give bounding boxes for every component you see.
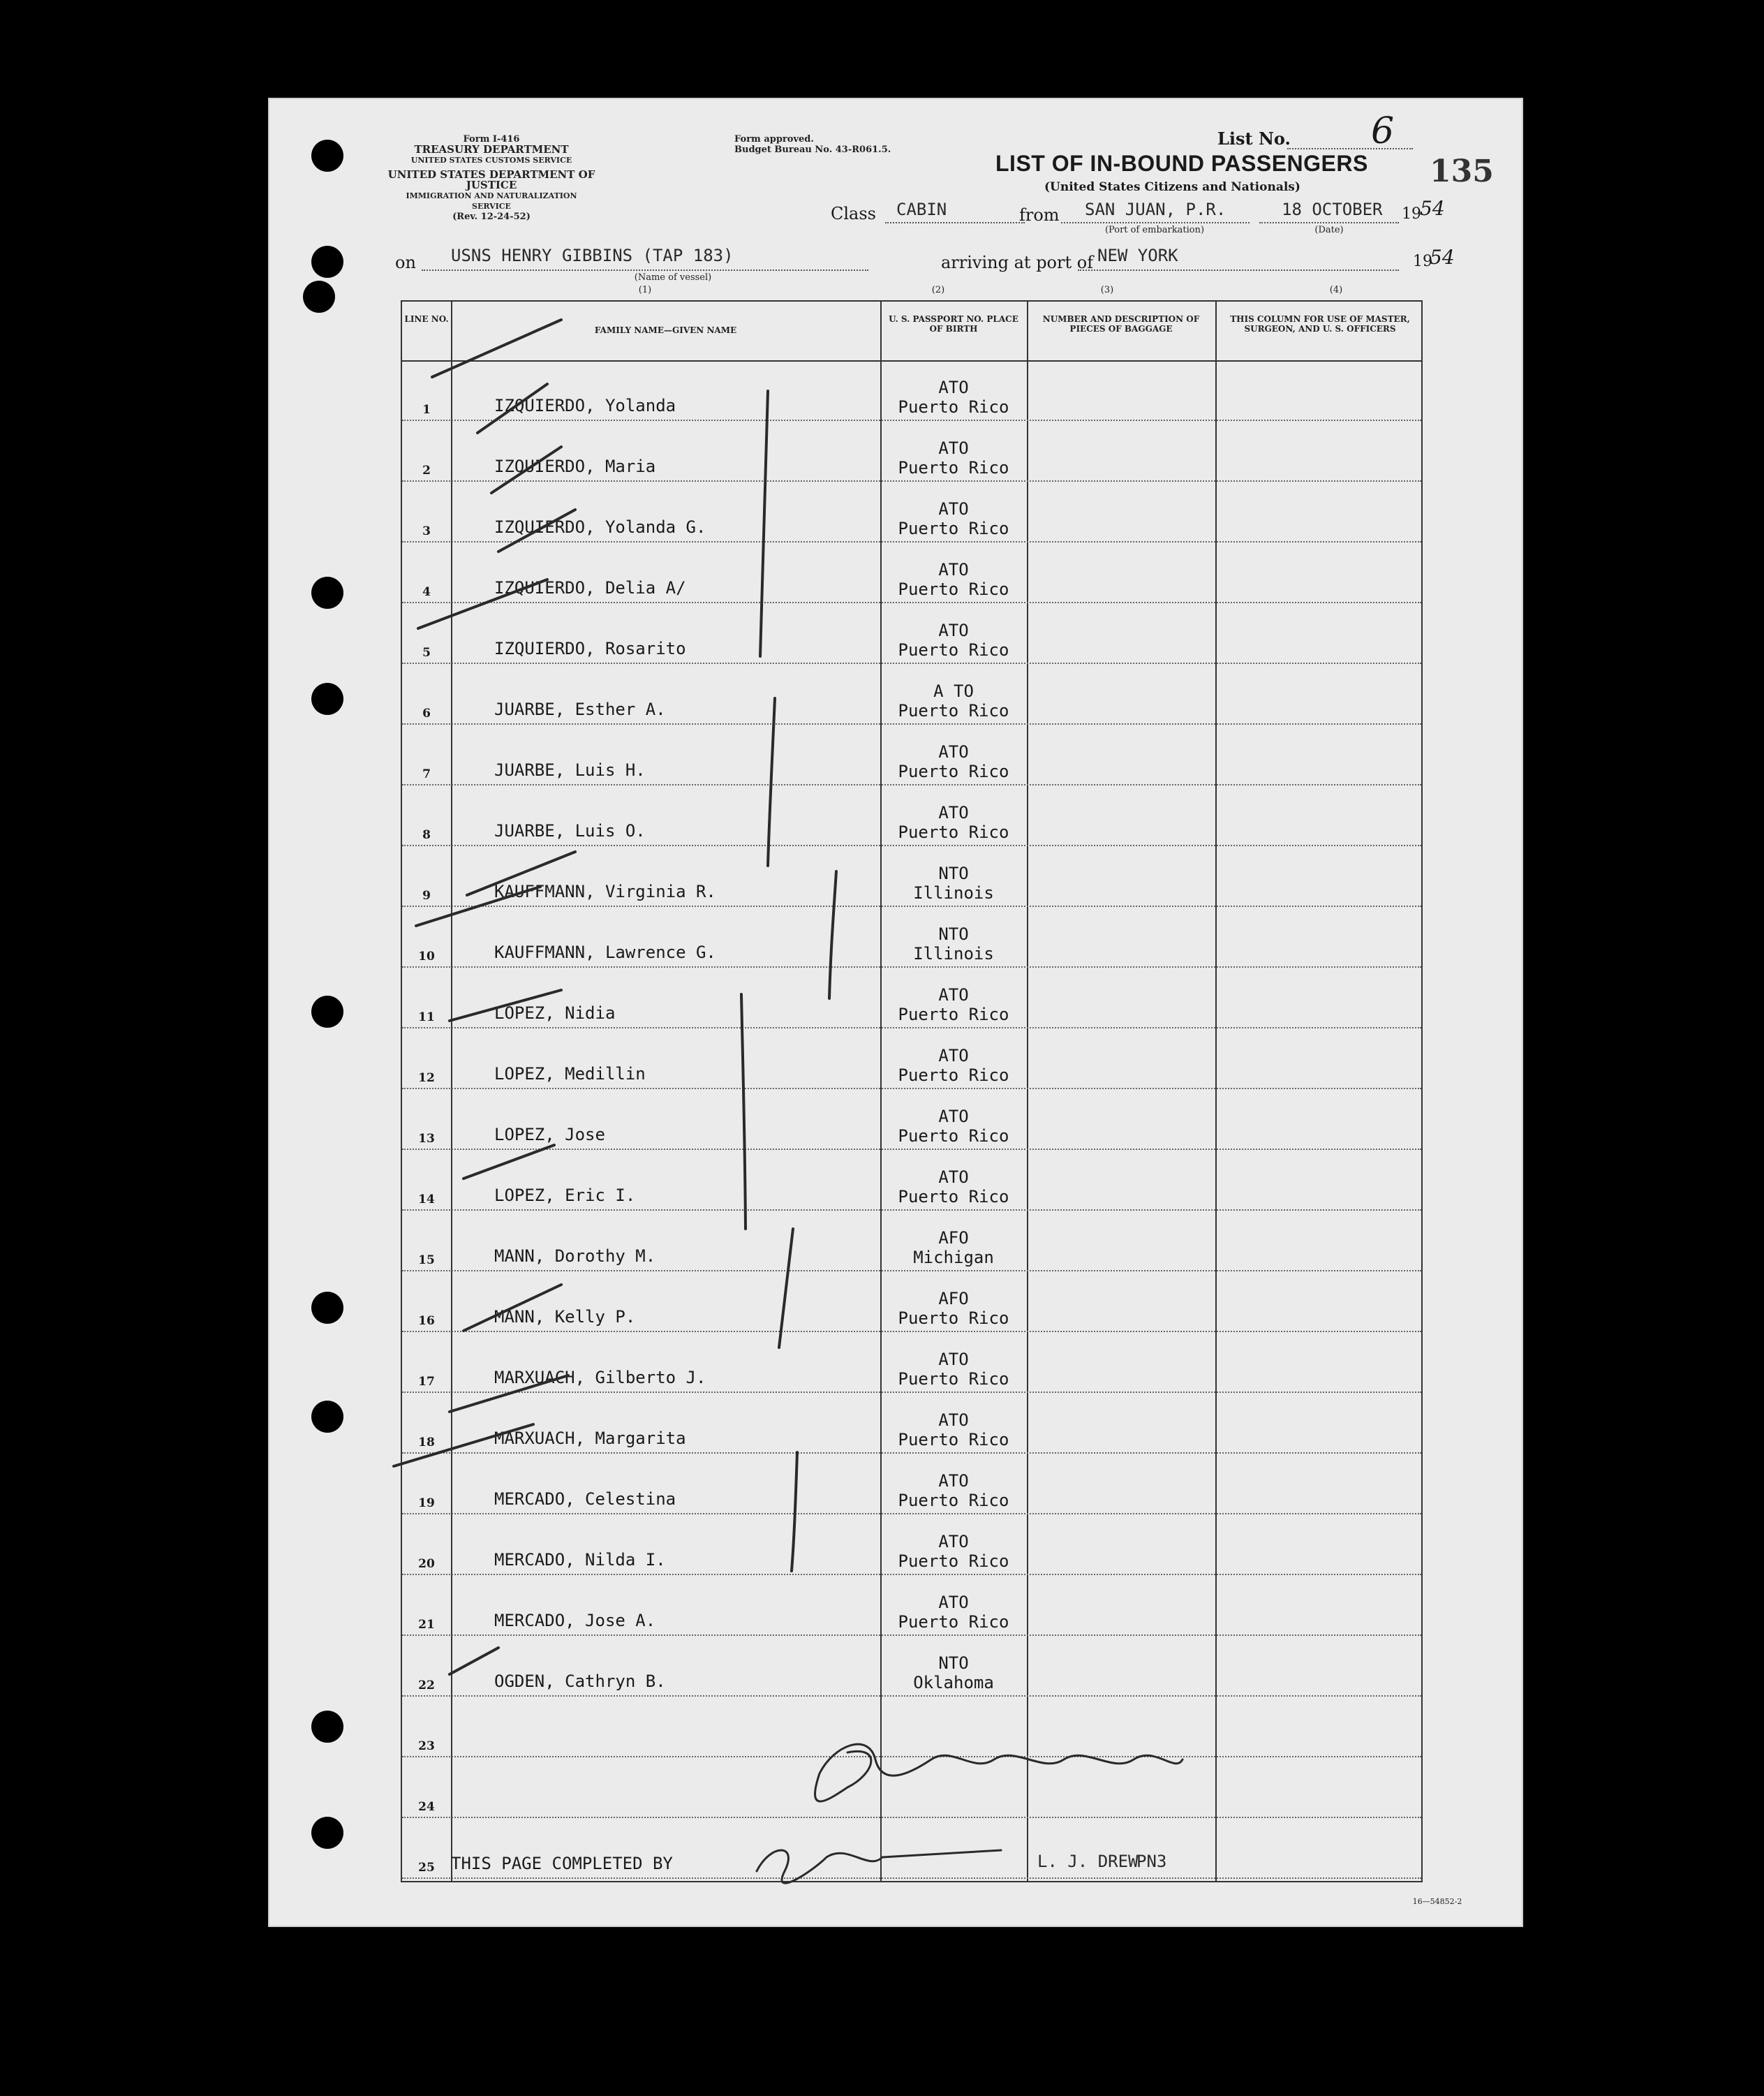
line-number: 4 [422,585,431,599]
binder-hole [311,246,343,278]
place-of-birth: Puerto Rico [898,640,1009,660]
binder-hole [311,140,343,172]
line-number: 18 [418,1436,435,1449]
passport-no: ATO [938,621,969,640]
passenger-name: LOPEZ, Jose [494,1125,605,1144]
table-row [402,482,1421,543]
table-row [402,1575,1421,1636]
place-of-birth: Puerto Rico [898,458,1009,478]
header-officers: THIS COLUMN FOR USE OF MASTER, SURGEON, AND U. S. OFFICERS [1230,314,1410,334]
completed-by-name: L. J. DREW [1037,1852,1139,1871]
passport-birth-cell [880,499,1027,538]
table-row [402,543,1421,603]
passenger-name: LOPEZ, Eric I. [494,1186,636,1205]
table-row [402,603,1421,664]
passport-birth-cell [880,1228,1027,1267]
arrival-port: NEW YORK [1097,246,1178,265]
passenger-name: IZQUIERDO, Yolanda [494,396,676,415]
revision: (Rev. 12-24-52) [452,212,531,222]
table-row [402,1697,1421,1757]
row-rule [402,1877,1421,1879]
line-number: 1 [422,403,431,417]
form-approved: Form approved. [734,134,814,145]
header-passport: U. S. PASSPORT NO. PLACE OF BIRTH [889,314,1018,334]
line-number: 23 [418,1739,435,1753]
table-row [402,1150,1421,1211]
passport-no: ATO [938,1532,969,1551]
passport-no: ATO [938,1167,969,1187]
class-underline [885,222,1025,223]
place-of-birth: Puerto Rico [898,1126,1009,1146]
on-label: on [395,253,416,272]
place-of-birth: Illinois [913,944,994,964]
passport-birth-cell [880,1167,1027,1206]
port-caption: (Port of embarkation) [1104,225,1205,235]
header-family-name: FAMILY NAME—GIVEN NAME [594,325,737,335]
place-of-birth: Puerto Rico [898,397,1009,417]
table-row [402,1211,1421,1271]
line-number: 3 [422,524,431,538]
passport-birth-cell [880,560,1027,599]
passenger-name: MANN, Dorothy M. [494,1246,656,1266]
place-of-birth: Puerto Rico [898,1430,1009,1449]
passport-no: ATO [938,1350,969,1369]
line-number: 16 [418,1314,435,1328]
passport-no: NTO [938,924,969,944]
date-underline [1259,222,1399,223]
date-caption: (Date) [1314,225,1344,235]
customs-service: UNITED STATES CUSTOMS SERVICE [410,156,572,165]
budget-bureau: Budget Bureau No. 43-R061.5. [734,145,891,155]
passport-no: ATO [938,499,969,519]
place-of-birth: Puerto Rico [898,1612,1009,1632]
line-number: 7 [422,767,431,781]
passport-birth-cell [880,621,1027,660]
passport-birth-cell [880,924,1027,964]
table-row [402,1454,1421,1514]
passenger-name: OGDEN, Cathryn B. [494,1671,666,1691]
table-row [402,1028,1421,1089]
year2-prefix: 19 [1413,253,1432,270]
table-row [402,846,1421,907]
year-prefix: 19 [1402,205,1421,223]
passport-birth-cell [880,1289,1027,1328]
place-of-birth: Puerto Rico [898,822,1009,842]
col-num-3: (3) [1100,285,1114,295]
vessel-name: USNS HENRY GIBBINS (TAP 183) [451,246,734,265]
table-row [402,1271,1421,1332]
line-number: 10 [418,950,435,964]
line-number: 15 [418,1253,435,1267]
place-of-birth: Michigan [913,1248,994,1267]
table-row [402,1089,1421,1150]
line-number: 21 [418,1618,435,1632]
binder-hole [311,996,343,1028]
passport-birth-cell [880,1653,1027,1692]
arriving-label: arriving at port of [941,253,1094,272]
passport-no: ATO [938,742,969,762]
passenger-name: KAUFFMANN, Virginia R. [494,882,716,901]
passport-no: ATO [938,560,969,580]
line-number: 8 [422,828,431,842]
passport-birth-cell [880,1350,1027,1389]
passport-birth-cell [880,1410,1027,1449]
line-number: 9 [422,889,431,903]
binder-hole [311,683,343,715]
line-number: 5 [422,646,431,660]
binder-hole [311,1292,343,1324]
passenger-name: MANN, Kelly P. [494,1307,636,1327]
port-underline [1061,222,1250,223]
line-number: 17 [418,1375,435,1389]
passenger-name: MARXUACH, Margarita [494,1429,686,1448]
passport-birth-cell [880,985,1027,1024]
line-number: 13 [418,1132,435,1146]
completed-by-rank: PN3 [1136,1852,1167,1871]
line-number: 22 [418,1678,435,1692]
table-row [402,360,1421,421]
justice-dept: UNITED STATES DEPARTMENT OF JUSTICE [387,168,595,191]
ins-service: IMMIGRATION AND NATURALIZATION SERVICE [406,191,577,211]
date-value: 18 OCTOBER [1282,200,1383,219]
place-of-birth: Illinois [913,883,994,903]
place-of-birth: Puerto Rico [898,1491,1009,1510]
list-no-value: 6 [1371,110,1395,152]
passport-birth-cell [880,803,1027,842]
line-number: 11 [418,1010,435,1024]
passenger-name: JUARBE, Esther A. [494,700,666,719]
col-num-2: (2) [931,285,945,295]
passport-birth-cell [880,438,1027,478]
vessel-caption: (Name of vessel) [634,272,712,283]
table-row [402,1514,1421,1575]
passport-no: ATO [938,1593,969,1612]
binder-hole [311,1817,343,1849]
line-number: 20 [418,1557,435,1571]
binder-hole [311,577,343,609]
form-number: Form I-416 [463,134,520,145]
passport-birth-cell [880,864,1027,903]
passenger-table [401,300,1423,1882]
place-of-birth: Puerto Rico [898,1187,1009,1206]
header-line-no: LINE NO. [404,314,449,324]
header-baggage: NUMBER AND DESCRIPTION OF PIECES OF BAGGAGE [1042,314,1200,334]
vessel-underline [422,270,868,271]
table-row [402,421,1421,482]
table-row [402,1818,1421,1879]
place-of-birth: Oklahoma [913,1673,994,1692]
stamp-number: 135 [1430,154,1494,189]
table-row [402,968,1421,1028]
place-of-birth: Puerto Rico [898,1308,1009,1328]
binder-hole [311,1401,343,1433]
col-num-4: (4) [1329,285,1343,295]
passport-no: ATO [938,378,969,397]
line-number: 2 [422,464,431,478]
agency-block [387,134,596,222]
passport-no: ATO [938,1046,969,1065]
place-of-birth: Puerto Rico [898,519,1009,538]
passport-no: A TO [933,681,974,701]
col-num-1: (1) [638,285,652,295]
print-code: 16—54852-2 [1412,1897,1462,1906]
table-row [402,1757,1421,1818]
class-value: CABIN [896,200,947,219]
treasury-dept: TREASURY DEPARTMENT [414,143,569,156]
passport-birth-cell [880,742,1027,781]
passenger-name: IZQUIERDO, Yolanda G. [494,517,706,537]
table-row [402,664,1421,725]
page-title: LIST OF IN-BOUND PASSENGERS [995,151,1368,176]
line-number: 24 [418,1800,435,1814]
arrival-underline [1078,270,1399,271]
passenger-name: LOPEZ, Nidia [494,1003,616,1023]
passenger-name: IZQUIERDO, Delia A/ [494,578,686,598]
line-number: 25 [418,1861,435,1875]
year2-value: 54 [1430,246,1455,269]
place-of-birth: Puerto Rico [898,762,1009,781]
binder-hole [303,281,335,313]
table-row [402,725,1421,785]
passport-no: ATO [938,1410,969,1430]
passport-birth-cell [880,1532,1027,1571]
passenger-name: MERCADO, Celestina [494,1489,676,1509]
passenger-name: JUARBE, Luis O. [494,821,646,841]
from-label: from [1019,205,1060,225]
place-of-birth: Puerto Rico [898,701,1009,721]
place-of-birth: Puerto Rico [898,580,1009,599]
passport-no: ATO [938,1107,969,1126]
table-row [402,1332,1421,1393]
passport-no: ATO [938,1471,969,1491]
passport-birth-cell [880,1593,1027,1632]
line-number: 6 [422,707,431,721]
passport-birth-cell [880,1046,1027,1085]
place-of-birth: Puerto Rico [898,1005,1009,1024]
passport-birth-cell [880,378,1027,417]
passenger-name: LOPEZ, Medillin [494,1064,646,1084]
passenger-name: MERCADO, Jose A. [494,1611,656,1630]
year-value: 54 [1420,197,1445,220]
passenger-name: IZQUIERDO, Rosarito [494,639,686,658]
binder-hole [311,1711,343,1743]
table-row [402,785,1421,846]
table-row [402,1393,1421,1454]
list-no-label: List No. [1217,128,1291,149]
line-number: 19 [418,1496,435,1510]
class-label: Class [831,204,876,223]
passport-no: NTO [938,1653,969,1673]
port-of-embarkation: SAN JUAN, P.R. [1085,200,1226,219]
passport-birth-cell [880,1107,1027,1146]
passenger-name: MARXUACH, Gilberto J. [494,1368,706,1387]
passport-birth-cell [880,1471,1027,1510]
place-of-birth: Puerto Rico [898,1551,1009,1571]
passport-no: AFO [938,1289,969,1308]
place-of-birth: Puerto Rico [898,1065,1009,1085]
passenger-name: IZQUIERDO, Maria [494,457,656,476]
passport-no: ATO [938,803,969,822]
passenger-name: THIS PAGE COMPLETED BY [451,1854,673,1873]
document-page [268,98,1523,1927]
line-number: 14 [418,1193,435,1206]
place-of-birth: Puerto Rico [898,1369,1009,1389]
passenger-name: MERCADO, Nilda I. [494,1550,666,1570]
line-number: 12 [418,1071,435,1085]
passenger-name: JUARBE, Luis H. [494,760,646,780]
table-row [402,907,1421,968]
passport-no: NTO [938,864,969,883]
page-subtitle: (United States Citizens and Nationals) [1044,180,1300,194]
table-row [402,1636,1421,1697]
passport-birth-cell [880,681,1027,721]
passport-no: ATO [938,438,969,458]
approval-block [734,134,930,155]
passenger-name: KAUFFMANN, Lawrence G. [494,943,716,962]
passport-no: AFO [938,1228,969,1248]
passport-no: ATO [938,985,969,1005]
